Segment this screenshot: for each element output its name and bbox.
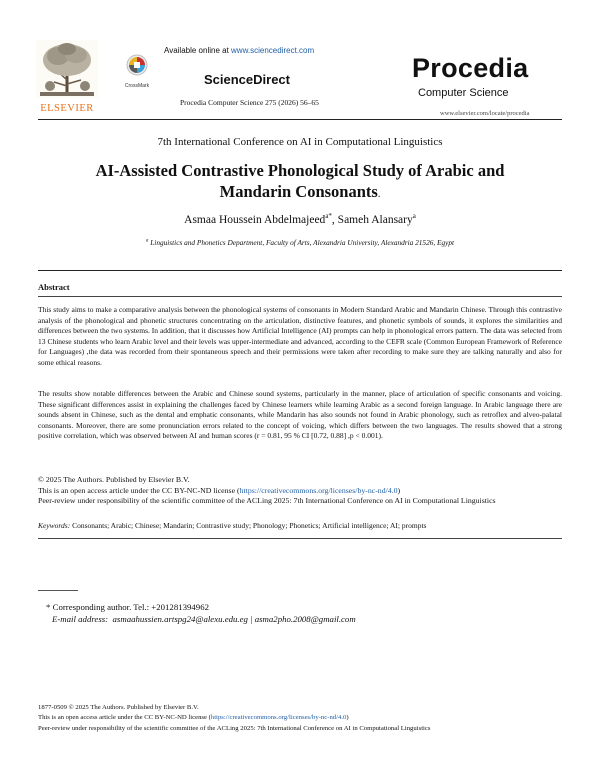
abstract-heading-rule: [38, 296, 562, 297]
authors-line: [0, 212, 600, 226]
open-access-prefix: This is an open access article under the CC BY-NC-ND license (: [38, 485, 240, 495]
author-2: Sameh Alansary: [337, 213, 413, 226]
abstract-top-rule: [38, 270, 562, 271]
crossmark-label: CrossMark: [124, 83, 150, 89]
footer-open-access-prefix: This is an open access article under the CC BY-NC-ND license (: [38, 714, 211, 722]
keywords-text: Consonants; Arabic; Chinese; Mandarin; Contrastive study; Phonology; Phonetics; Artificial intelligence; AI; prompts: [70, 521, 427, 530]
peer-review-line: Peer-review under responsibility of the scientific committee of the ACLing 2025: 7th International Conference on AI in Computational Linguistics: [38, 496, 496, 506]
author-separator: ,: [331, 213, 338, 226]
keywords-label: Keywords:: [38, 521, 71, 530]
footer-issn: 1877-0509 © 2025 The Authors. Published by Elsevier B.V.: [38, 704, 199, 711]
license-block: [38, 475, 562, 507]
footer-license-link[interactable]: https://creativecommons.org/licenses/by-nc-nd/4.0: [210, 714, 347, 722]
elsevier-tree-icon: [36, 40, 98, 98]
abstract-paragraph-2: The results show notable differences between the Arabic and Chinese sound systems, particularly in the manner, place of articulation of specific consonants and voicing. These significant differences assist in explaining the challenges faced by Chinese learners while learning Arabic as a second foreign language. In Arabic language there are sounds absent in Chinese, such as the dental and emphatic consonants, while Mandarin has also sounds not found in Arabic phonology, such as retroflex and alveo-palatal consonants. Moreover, there are some pronunciation errors related to the concept of voicing, which differs between the two languages. The results showed that a strong positive correlation, which was observed between AI and human scores (r = 0.81, 95 % CI [0.72, 0.88] ,p < 0.001).: [38, 389, 562, 441]
corresponding-author: * Corresponding author. Tel.: +201281394962: [46, 602, 210, 612]
author-2-affiliation: a: [412, 212, 416, 220]
keywords-line: [38, 521, 562, 530]
paper-title: [0, 160, 600, 205]
journal-reference: Procedia Computer Science 275 (2026) 56–65: [180, 98, 319, 107]
paper-title-line2: [0, 181, 600, 205]
abstract-paragraph-1: This study aims to make a comparative analysis between the phonological systems of consonants in Modern Standard Arabic and Mandarin Chinese. Through this contrastive analysis of the phonological and phonetic structures concentrating on the articulation, distinctive features, and phonetic symbols of sounds, it explores the similarities and differences between the two systems. In addition, that it discusses how Artificial Intelligence (AI) prompts can help in phonological errors pattern. The data was selected from 13 Chinese students who learn Arabic level and their levels was upper-intermediate and advanced, according to the CEFR scale (Common European Framework of Reference for Languages) ,the data was recorded from their spontaneous speech and their permissions were taken after recording to make sure they are talking naturally and also for some ethical reasons.: [38, 305, 562, 367]
affiliation-text: Linguistics and Phonetics Department, Faculty of Arts, Alexandria University, Alexandria 21526, Egypt: [150, 238, 455, 247]
paper-title-line1: AI-Assisted Contrastive Phonological Study of Arabic and: [95, 161, 505, 180]
affiliation: [0, 238, 600, 247]
available-online: [164, 46, 314, 55]
copyright-line: © 2025 The Authors. Published by Elsevier B.V.: [38, 475, 190, 484]
sciencedirect-wordmark: ScienceDirect: [204, 72, 290, 87]
available-prefix: Available online at: [164, 46, 232, 55]
procedia-subtitle: Computer Science: [418, 87, 509, 99]
elsevier-logo: [36, 40, 98, 114]
crossmark-icon: [126, 54, 148, 80]
affiliation-marker: a: [145, 238, 149, 244]
paper-title-line2-text: Mandarin Consonants: [219, 182, 378, 201]
open-access-line: [38, 486, 562, 497]
sciencedirect-link[interactable]: www.sciencedirect.com: [231, 46, 315, 55]
open-access-suffix: ): [397, 485, 401, 495]
footer-open-access: [38, 713, 562, 723]
abstract-heading: Abstract: [38, 282, 70, 292]
page-footer: [38, 703, 562, 734]
email-label: E-mail address:: [52, 614, 109, 624]
footer-peer-review: Peer-review under responsibility of the scientific committee of the ACLing 2025: 7th International Conference on AI in Computational Linguistics: [38, 724, 431, 732]
procedia-wordmark: Procedia: [412, 53, 529, 83]
journal-url[interactable]: www.elsevier.com/locate/procedia: [440, 110, 530, 117]
footer-open-access-suffix: ): [346, 714, 349, 722]
keywords-rule: [38, 538, 562, 539]
author-1: Asmaa Houssein Abdelmajeed: [184, 213, 326, 226]
email-line: [52, 614, 356, 624]
author-1-affiliation: a*: [325, 212, 332, 220]
footnote-separator: [38, 590, 78, 591]
email-addresses[interactable]: asmaahussien.artspg24@alexu.edu.eg | asma2pho.2008@gmail.com: [112, 614, 356, 624]
header-rule: [38, 119, 562, 120]
elsevier-wordmark: ELSEVIER: [40, 103, 94, 114]
license-link[interactable]: https://creativecommons.org/licenses/by-nc-nd/4.0: [239, 485, 398, 495]
paper-title-line2-suffix: .: [377, 189, 381, 200]
crossmark-logo[interactable]: [122, 54, 152, 89]
conference-name: 7th International Conference on AI in Computational Linguistics: [157, 136, 443, 148]
